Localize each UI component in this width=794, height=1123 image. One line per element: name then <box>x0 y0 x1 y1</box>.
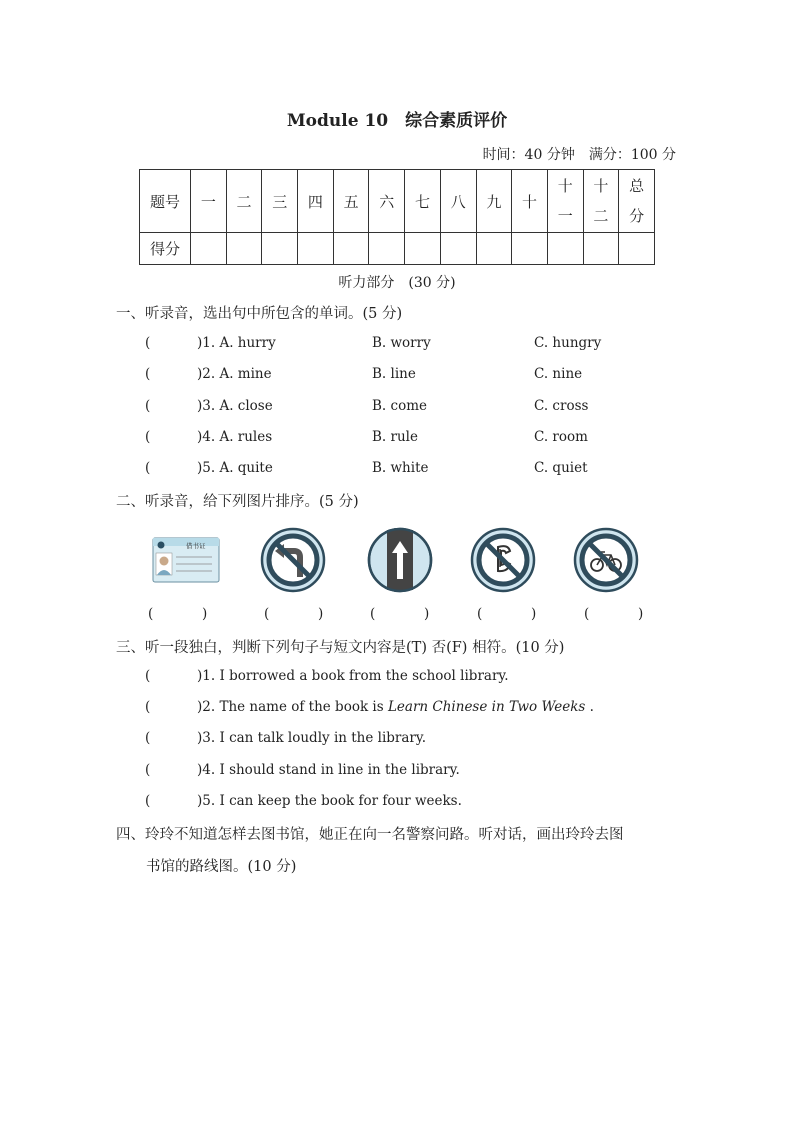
score-col: 一 <box>191 170 227 233</box>
statement: )3. I can talk loudly in the library. <box>197 730 426 746</box>
answer-paren: ( <box>145 668 151 684</box>
answer-paren: ( <box>145 460 151 476</box>
question-option-b: B. worry <box>372 335 431 351</box>
score-cell <box>262 233 298 265</box>
score-col-line: 二 <box>593 207 609 225</box>
picture-answer-close: ) <box>531 606 537 622</box>
book-title: Learn Chinese in Two Weeks <box>387 699 586 715</box>
answer-paren: ( <box>145 730 151 746</box>
score-col: 四 <box>298 170 334 233</box>
score-col-12 <box>583 170 619 233</box>
score-cell <box>440 233 476 265</box>
picture-answer-open: ( <box>477 606 483 622</box>
statement: )1. I borrowed a book from the school library. <box>197 668 509 684</box>
question-option-c: C. quiet <box>534 460 588 476</box>
picture-answer-close: ) <box>318 606 324 622</box>
part4-title: 四、玲玲不知道怎样去图书馆，她正在向一名警察问路。听对话，画出玲玲去图 <box>116 827 624 843</box>
part3-title: 三、听一段独白，判断下列句子与短文内容是(T) 否(F) 相符。(10 分) <box>116 640 565 656</box>
answer-paren: ( <box>145 398 151 414</box>
library-card-icon <box>152 537 220 583</box>
picture-answer-open: ( <box>148 606 154 622</box>
score-col: 七 <box>405 170 441 233</box>
score-row-label: 得分 <box>140 233 191 265</box>
statement: )4. I should stand in line in the library. <box>197 762 460 778</box>
score-col-line: 一 <box>557 207 573 225</box>
picture-answer-open: ( <box>264 606 270 622</box>
question-option-c: C. nine <box>534 366 583 382</box>
answer-paren: ( <box>145 429 151 445</box>
no-left-turn-sign-icon <box>260 527 326 593</box>
score-cell <box>226 233 262 265</box>
score-col-line: 十 <box>593 177 609 195</box>
question-option-a: )1. A. hurry <box>197 335 276 351</box>
score-table <box>139 169 655 265</box>
score-cell <box>405 233 441 265</box>
question-option-b: B. come <box>372 398 427 414</box>
answer-paren: ( <box>145 699 151 715</box>
exam-meta: 时间：40 分钟 满分：100 分 <box>482 147 676 163</box>
listening-header: 听力部分 (30 分) <box>338 275 456 291</box>
score-cell <box>191 233 227 265</box>
score-cell <box>476 233 512 265</box>
score-cell <box>512 233 548 265</box>
score-col-11 <box>547 170 583 233</box>
question-option-a: )3. A. close <box>197 398 273 414</box>
picture-answer-close: ) <box>424 606 430 622</box>
no-bicycle-sign-icon <box>573 527 639 593</box>
score-cell <box>547 233 583 265</box>
answer-paren: ( <box>145 762 151 778</box>
question-option-b: B. line <box>372 366 416 382</box>
page-title: Module 10 综合素质评价 <box>286 111 508 131</box>
question-option-a: )4. A. rules <box>197 429 273 445</box>
score-col: 六 <box>369 170 405 233</box>
part1-title: 一、听录音，选出句中所包含的单词。(5 分) <box>116 306 403 322</box>
statement: )5. I can keep the book for four weeks. <box>197 793 462 809</box>
library-card-text: 借书证 <box>186 542 206 550</box>
score-cell <box>369 233 405 265</box>
score-cell <box>619 233 655 265</box>
part4-title-cont: 书馆的路线图。(10 分) <box>146 859 297 875</box>
score-col: 三 <box>262 170 298 233</box>
statement <box>197 699 594 715</box>
straight-road-sign-icon <box>367 527 433 593</box>
score-col: 二 <box>226 170 262 233</box>
score-col: 九 <box>476 170 512 233</box>
score-cell <box>583 233 619 265</box>
score-col: 十 <box>512 170 548 233</box>
statement-post: . <box>585 699 594 715</box>
question-option-c: C. cross <box>534 398 589 414</box>
question-option-b: B. white <box>372 460 429 476</box>
question-option-a: )2. A. mine <box>197 366 272 382</box>
score-cell <box>333 233 369 265</box>
answer-paren: ( <box>145 335 151 351</box>
answer-paren: ( <box>145 366 151 382</box>
picture-answer-close: ) <box>638 606 644 622</box>
score-col: 五 <box>333 170 369 233</box>
score-col-total <box>619 170 655 233</box>
question-option-c: C. room <box>534 429 588 445</box>
statement-pre: )2. The name of the book is <box>197 699 388 715</box>
part2-title: 二、听录音，给下列图片排序。(5 分) <box>116 494 359 510</box>
score-col-line: 分 <box>629 207 645 225</box>
picture-answer-open: ( <box>584 606 590 622</box>
score-table-label: 题号 <box>140 170 191 233</box>
question-option-c: C. hungry <box>534 335 602 351</box>
score-col-line: 十 <box>557 177 573 195</box>
score-col-line: 总 <box>629 177 645 195</box>
score-col: 八 <box>440 170 476 233</box>
score-cell <box>298 233 334 265</box>
picture-answer-close: ) <box>202 606 208 622</box>
answer-paren: ( <box>145 793 151 809</box>
question-option-b: B. rule <box>372 429 418 445</box>
picture-answer-open: ( <box>370 606 376 622</box>
question-option-a: )5. A. quite <box>197 460 273 476</box>
no-talking-sign-icon <box>470 527 536 593</box>
